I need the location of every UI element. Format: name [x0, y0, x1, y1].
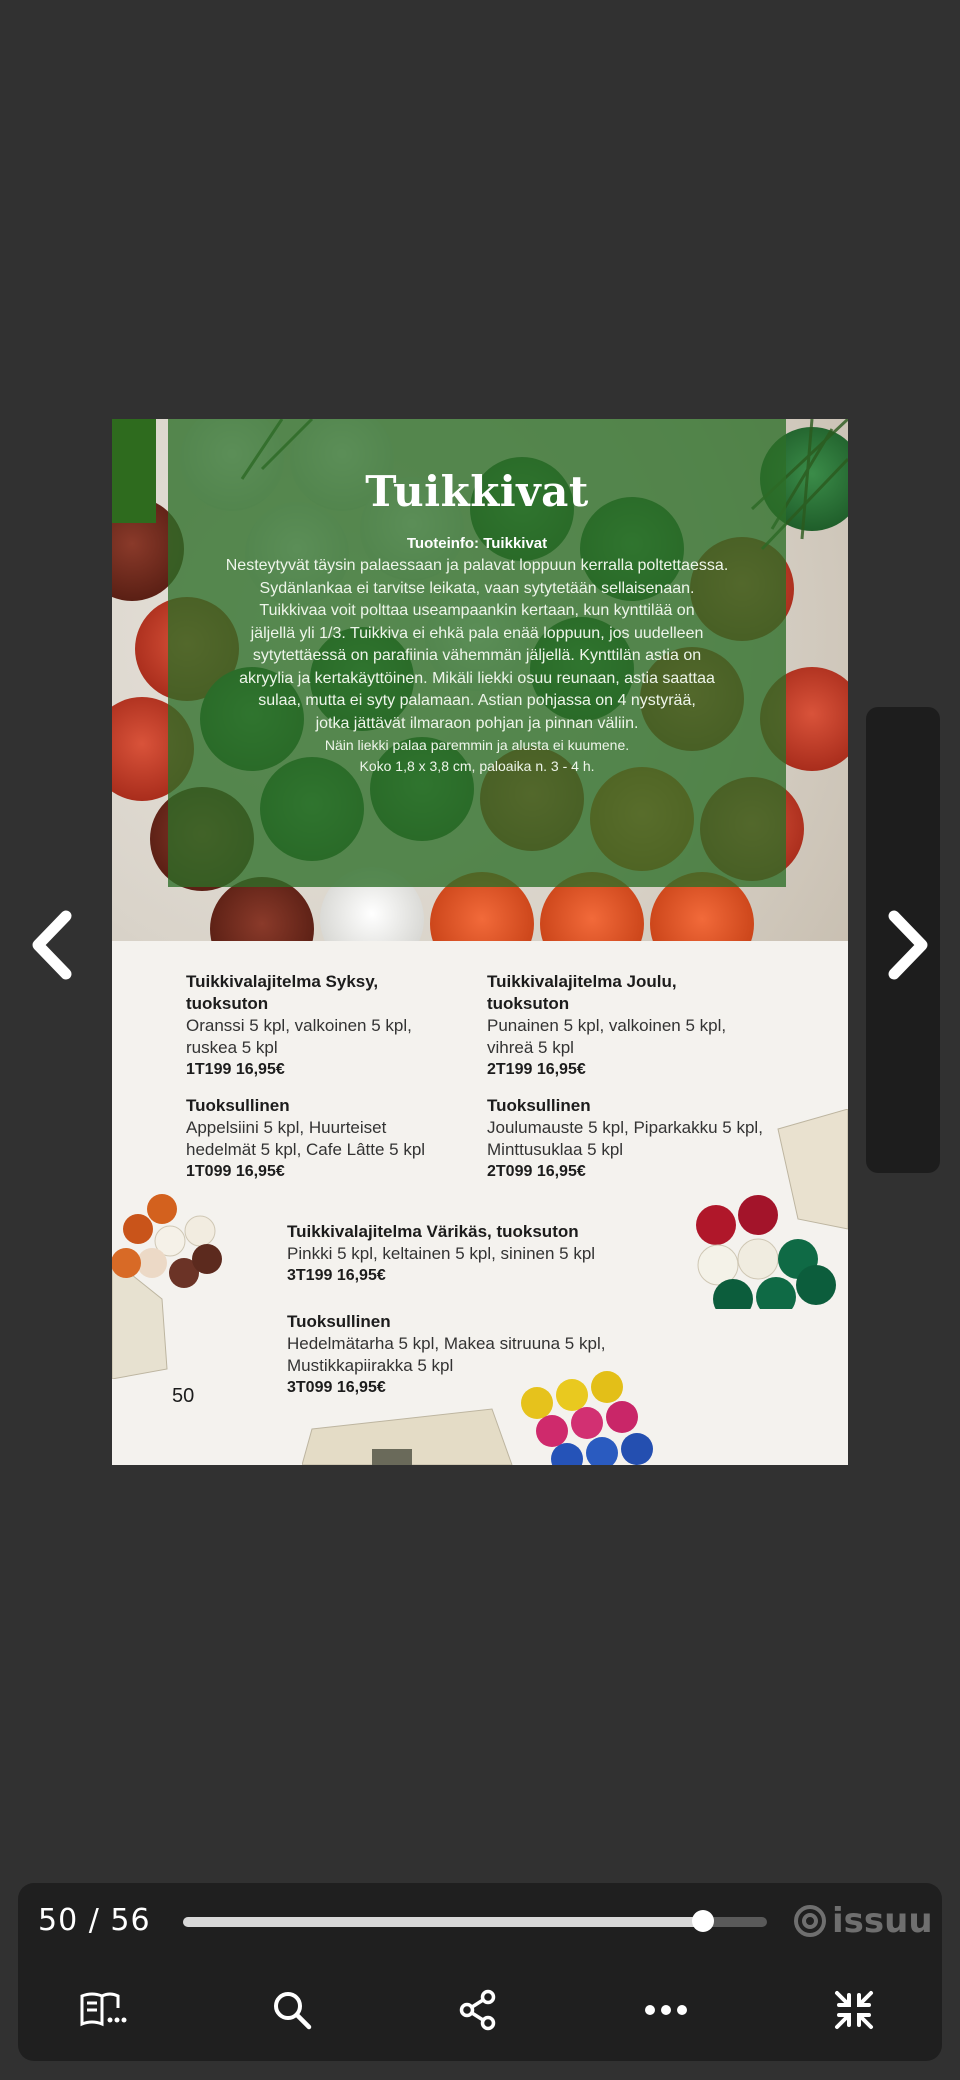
product-info-heading: Tuoteinfo: Tuikkivat: [406, 535, 548, 552]
next-page-button[interactable]: [878, 900, 938, 990]
table-of-contents-button[interactable]: [74, 1980, 134, 2040]
exit-fullscreen-button[interactable]: [824, 1980, 884, 2040]
chevron-left-icon: [30, 910, 74, 980]
chevron-right-icon: [886, 910, 930, 980]
issuu-logo: [794, 1901, 933, 1941]
page-progress-slider[interactable]: [183, 1917, 767, 1927]
previous-page-button[interactable]: [22, 900, 82, 990]
autumn-candles-image: [112, 1179, 222, 1379]
product-colorful-assortment: Tuikkivalajitelma Värikäs, tuoksuton Pinkki 5 kpl, keltainen 5 kpl, sininen 5 kpl 3T199 16,95€: [287, 1222, 596, 1284]
magazine-page: [112, 419, 848, 1465]
page-counter: 50 / 56: [38, 1903, 151, 1938]
issuu-logo-icon: [794, 1905, 826, 1937]
share-button[interactable]: [448, 1980, 508, 2040]
table-of-contents-icon: [79, 1990, 129, 2030]
product-info-text: Nesteytyvät täysin palaessaan ja palavat loppuun kerralla poltettaessa. Sydänlankaa ei tarvitse leikata, vaan sytytetään sellaisenaan. Tuikkivaa voit polttaa useampaankin kertaan, kun kynttilää on jäljellä yli 1/3. Tuikkiva ei ehkä pala enää loppuun, jos uudelleen sytytettäessä on parafiinia vähemmän jäljellä. Kynttilän astia on akryylia ja kertakäyttöinen. Mikäli liekki osuu reunaan, astia saattaa sulaa, mutta ei syty palamaan. Astian pohjassa on 4 nystyrää, jotka jättävät ilmaraon pohjan ja pinnan väliin. Näin liekki palaa paremmin ja alusta ei kuumene. Koko 1,8 x 3,8 cm, paloaika n. 3 - 4 h.: [225, 557, 729, 774]
search-icon: [271, 1989, 313, 2031]
product-autumn-assortment: Tuikkivalajitelma Syksy, tuoksuton Oranssi 5 kpl, valkoinen 5 kpl, ruskea 5 kpl 1T199 16,95€: [186, 972, 412, 1078]
product-colorful-scented: Tuoksullinen Hedelmätarha 5 kpl, Makea sitruuna 5 kpl, Mustikkapiirakka 5 kpl 3T099 16,95€: [287, 1312, 606, 1396]
progress-fill: [183, 1917, 703, 1927]
more-icon: [644, 2004, 688, 2016]
progress-handle[interactable]: [692, 1910, 714, 1932]
product-christmas-assortment: Tuikkivalajitelma Joulu, tuoksuton Punainen 5 kpl, valkoinen 5 kpl, vihreä 5 kpl 2T199 16,95€: [487, 972, 727, 1078]
page-title: Tuikkivat: [365, 467, 589, 516]
colorful-candles-image: [302, 1369, 662, 1465]
corner-accent: [112, 419, 156, 523]
page-number: 50: [172, 1385, 195, 1407]
exit-fullscreen-icon: [833, 1989, 875, 2031]
search-button[interactable]: [262, 1980, 322, 2040]
christmas-candles-image: [688, 1109, 848, 1309]
tealights-photo: [112, 419, 848, 941]
viewer-toolbar: [18, 1883, 942, 2061]
share-icon: [458, 1989, 498, 2031]
product-christmas-scented: Tuoksullinen Joulumauste 5 kpl, Piparkakku 5 kpl, Minttusuklaa 5 kpl 2T099 16,95€: [487, 1096, 763, 1180]
brand-name: issuu: [832, 1901, 933, 1941]
more-options-button[interactable]: [636, 1980, 696, 2040]
product-autumn-scented: Tuoksullinen Appelsiini 5 kpl, Huurteiset hedelmät 5 kpl, Cafe Lâtte 5 kpl 1T099 16,95€: [186, 1096, 426, 1180]
